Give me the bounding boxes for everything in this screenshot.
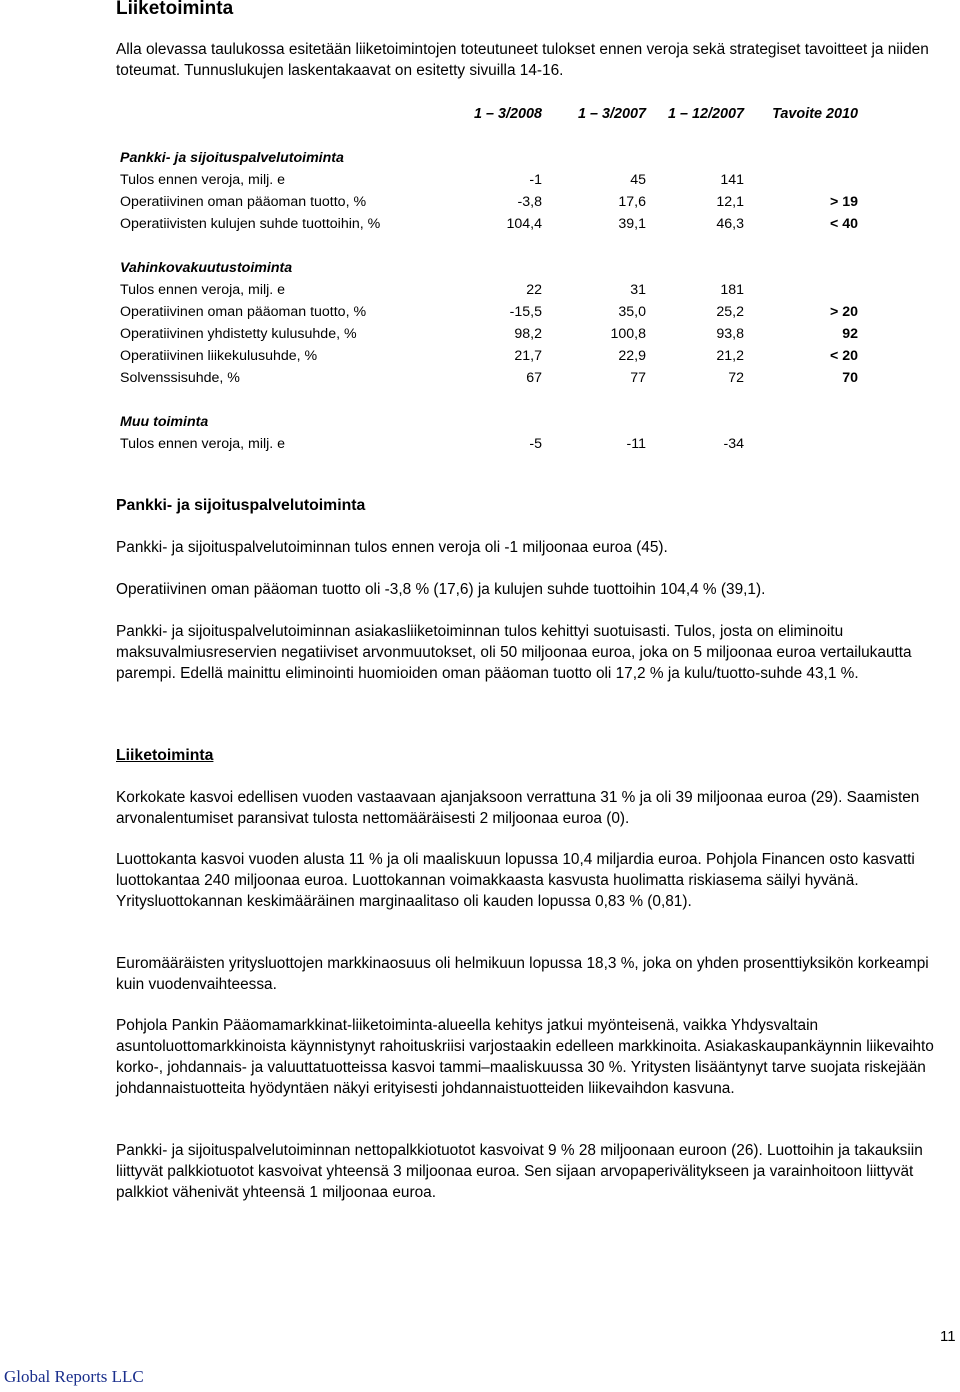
cell-fy-2007: 46,3 <box>716 216 744 232</box>
cell-q1-2007: 45 <box>630 172 646 188</box>
row-label: Operatiivinen oman pääoman tuotto, % <box>120 194 367 210</box>
cell-target-2010: < 20 <box>829 348 858 364</box>
column-header-q1-2008: 1 – 3/2008 <box>473 106 542 122</box>
cell-q1-2008: 21,7 <box>514 348 542 364</box>
table-row <box>120 169 862 191</box>
row-label: Solvenssisuhde, % <box>120 370 240 386</box>
cell-target-2010: 70 <box>842 370 858 386</box>
column-header-q1-2007: 1 – 3/2007 <box>577 106 646 122</box>
table-section-title <box>120 257 862 279</box>
intro-paragraph: Alla olevassa taulukossa esitetään liiketoimintojen toteutuneet tulokset ennen veroja sekä strategiset tavoitteet ja niiden toteumat. Tunnuslukujen laskentakaavat on esitetty sivuilla 14-16. <box>116 41 929 79</box>
cell-q1-2007: 77 <box>630 370 646 386</box>
page-number: 11 <box>940 1328 956 1345</box>
cell-target-2010: > 20 <box>829 304 858 320</box>
cell-q1-2008: 98,2 <box>514 326 542 342</box>
page-title: Liiketoiminta <box>116 0 234 19</box>
bank-paragraph: Operatiivinen oman pääoman tuotto oli -3,8 % (17,6) ja kulujen suhde tuottoihin 104,4 % (39,1). <box>116 581 766 598</box>
cell-q1-2007: 22,9 <box>618 348 646 364</box>
table-section-title <box>120 411 862 433</box>
cell-q1-2008: -3,8 <box>517 194 542 210</box>
cell-q1-2008: -1 <box>529 172 542 188</box>
row-label: Tulos ennen veroja, milj. e <box>120 436 286 452</box>
table-row <box>120 213 862 235</box>
table-row <box>120 191 862 213</box>
table-gap <box>120 235 862 257</box>
cell-q1-2008: -5 <box>529 436 542 452</box>
cell-q1-2007: -11 <box>626 436 646 452</box>
footer-brand: Global Reports LLC <box>4 1367 144 1386</box>
kpi-table <box>120 103 862 455</box>
table-row <box>120 279 862 301</box>
row-label: Operatiivinen liikekulusuhde, % <box>120 348 318 364</box>
bank-paragraph: Pankki- ja sijoituspalvelutoiminnan asiakasliiketoiminnan tulos kehittyi suotuisasti. Tulos, josta on eliminoitu maksuvalmiusreservien negatiiviset arvonmuutokset, oli 50 miljoonaa euroa, joka on 5 miljoonaa euroa vertailukautta parempi. Edellä mainittu eliminointi huomioiden oman pääoman tuotto oli 17,2 % ja kulu/tuotto-suhde 43,1 %. <box>116 623 912 682</box>
business-paragraph: Euromääräisten yritysluottojen markkinaosuus oli helmikuun lopussa 18,3 %, joka on yhden prosenttiyksikön korkeampi kuin vuodenvaihteessa. <box>116 955 929 993</box>
cell-q1-2007: 31 <box>630 282 646 298</box>
cell-q1-2007: 100,8 <box>610 326 646 342</box>
table-gap <box>120 389 862 411</box>
cell-q1-2008: -15,5 <box>509 304 542 320</box>
table-row <box>120 433 862 455</box>
row-label: Operatiivinen oman pääoman tuotto, % <box>120 304 367 320</box>
table-row <box>120 323 862 345</box>
cell-q1-2008: 22 <box>526 282 542 298</box>
business-section-heading: Liiketoiminta <box>116 747 214 764</box>
table-header-row <box>120 103 862 125</box>
business-paragraph: Luottokanta kasvoi vuoden alusta 11 % ja oli maaliskuun lopussa 10,4 miljardia euroa. Pohjola Financen osto kasvatti luottokantaa 240 miljoonaa euroa. Luottokannan voimakkaasta kasvusta huolimatta riskiasema säilyi hyvänä. Yritysluottokannan keskimääräinen marginaalitaso oli kauden lopussa 0,83 % (0,81). <box>116 851 915 910</box>
row-label: Tulos ennen veroja, milj. e <box>120 282 286 298</box>
cell-target-2010: < 40 <box>829 216 858 232</box>
cell-fy-2007: 181 <box>720 282 744 298</box>
table-row <box>120 345 862 367</box>
cell-target-2010: 92 <box>842 326 858 342</box>
section-title-insurance: Vahinkovakuutustoiminta <box>120 260 293 276</box>
business-paragraph: Pankki- ja sijoituspalvelutoiminnan nettopalkkiotuotot kasvoivat 9 % 28 miljoonaan euroon (26). Luottoihin ja takauksiin liittyvät palkkiotuotot kasvoivat yhteensä 3 miljoonaa euroa. Sen sijaan arvopaperivälitykseen ja varainhoitoon liittyvät palkkiot vähenivät yhteensä 1 miljoonaa euroa. <box>116 1142 923 1201</box>
section-title-other: Muu toiminta <box>120 414 209 430</box>
row-label: Operatiivisten kulujen suhde tuottoihin, % <box>120 216 381 232</box>
bank-section-heading: Pankki- ja sijoituspalvelutoiminta <box>116 497 366 514</box>
cell-q1-2007: 35,0 <box>618 304 646 320</box>
cell-q1-2007: 39,1 <box>618 216 646 232</box>
row-label: Tulos ennen veroja, milj. e <box>120 172 286 188</box>
column-header-fy-2007: 1 – 12/2007 <box>667 106 744 122</box>
column-header-target-2010: Tavoite 2010 <box>772 106 858 122</box>
cell-fy-2007: 21,2 <box>716 348 744 364</box>
cell-q1-2008: 67 <box>526 370 542 386</box>
cell-fy-2007: -34 <box>723 436 744 452</box>
cell-q1-2008: 104,4 <box>506 216 542 232</box>
cell-fy-2007: 12,1 <box>716 194 744 210</box>
cell-fy-2007: 141 <box>720 172 744 188</box>
table-gap <box>120 125 862 147</box>
cell-fy-2007: 72 <box>728 370 744 386</box>
cell-target-2010: > 19 <box>829 194 858 210</box>
table-row <box>120 301 862 323</box>
section-title-bank: Pankki- ja sijoituspalvelutoiminta <box>120 150 344 166</box>
cell-fy-2007: 25,2 <box>716 304 744 320</box>
row-label: Operatiivinen yhdistetty kulusuhde, % <box>120 326 357 342</box>
business-paragraph: Pohjola Pankin Pääomamarkkinat-liiketoiminta-alueella kehitys jatkui myönteisenä, vaikka Yhdysvaltain asuntoluottomarkkinoista käynnistynyt rahoituskriisi varjostaakin edelleen markkinoita. Asiakaskaupankäynnin liikevaihto korko-, johdannais- ja valuuttatuotteissa kasvoi tammi–maaliskuussa 30 %. Yritysten lisääntynyt tarve suojata riskejään johdannaistuotteita hyödyntäen näkyi erityisesti johdannaistuotteiden liikevaihdon kasvuna. <box>116 1017 934 1097</box>
table-row <box>120 367 862 389</box>
bank-paragraph: Pankki- ja sijoituspalvelutoiminnan tulos ennen veroja oli -1 miljoonaa euroa (45). <box>116 539 668 556</box>
cell-q1-2007: 17,6 <box>618 194 646 210</box>
business-paragraph: Korkokate kasvoi edellisen vuoden vastaavaan ajanjaksoon verrattuna 31 % ja oli 39 miljoonaa euroa (29). Saamisten arvonalentumiset paransivat tulosta nettomääräisesti 2 miljoonaa euroa (0). <box>116 789 920 827</box>
table-section-title <box>120 147 862 169</box>
cell-fy-2007: 93,8 <box>716 326 744 342</box>
